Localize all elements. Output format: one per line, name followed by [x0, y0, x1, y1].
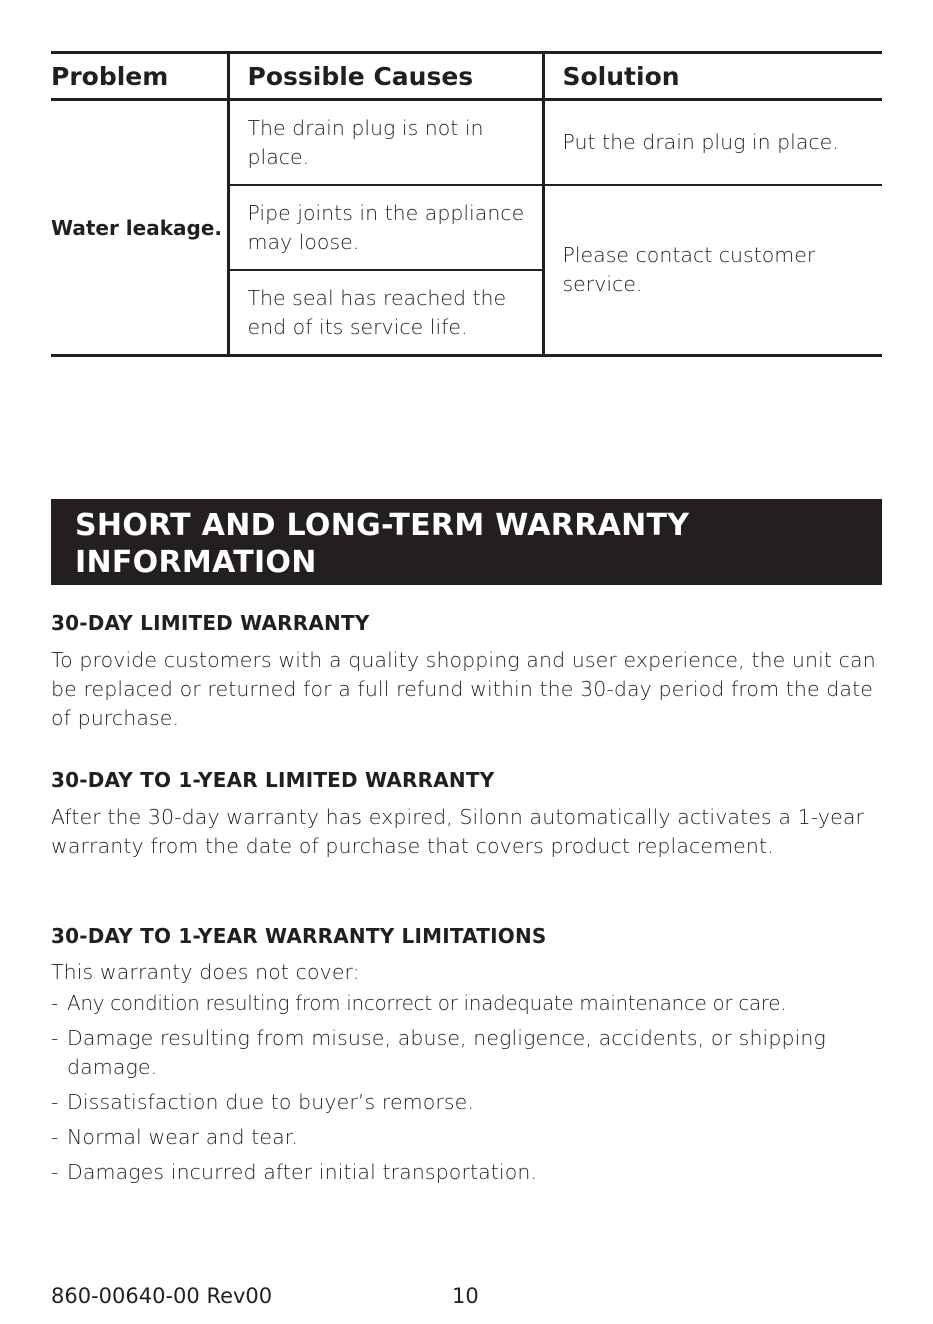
list-item [51, 1024, 891, 1082]
list-item-text: Damage resulting from misuse, abuse, negligence, accidents, or shipping damage. [67, 1026, 826, 1079]
solution-cell: Put the drain plug in place. [543, 100, 882, 186]
warranty-section-30-day [51, 610, 891, 733]
warranty-section-1-year [51, 767, 891, 861]
troubleshooting-table [51, 51, 882, 357]
table-row [51, 100, 882, 186]
section-heading: 30-DAY TO 1-YEAR WARRANTY LIMITATIONS [51, 924, 547, 948]
warranty-banner [51, 499, 882, 585]
solution-cell: Please contact customer service. [543, 185, 882, 356]
header-solution: Solution [543, 53, 882, 100]
table-header-row [51, 53, 882, 100]
list-item [51, 1123, 891, 1152]
list-item [51, 1088, 891, 1117]
cause-cell: Pipe joints in the appliance may loose. [228, 185, 543, 270]
document-number: 860-00640-00 Rev00 [51, 1284, 273, 1308]
section-body: After the 30-day warranty has expired, Silonn automatically activates a 1-year warranty from the date of purchase that covers product replacement. [51, 805, 865, 858]
warranty-banner-title: SHORT AND LONG-TERM WARRANTY INFORMATION [75, 508, 690, 580]
list-item-text: Normal wear and tear. [67, 1125, 299, 1149]
list-item [51, 989, 891, 1018]
list-item-text: Damages incurred after initial transportation. [67, 1160, 538, 1184]
section-body: To provide customers with a quality shopping and user experience, the unit can be replaced or returned for a full refund within the 30-day period from the date of purchase. [51, 648, 876, 730]
section-heading: 30-DAY TO 1-YEAR LIMITED WARRANTY [51, 768, 495, 792]
list-item-text: Any condition resulting from incorrect or inadequate maintenance or care. [67, 991, 787, 1015]
list-item-text: Dissatisfaction due to buyer’s remorse. [67, 1090, 475, 1114]
bullet-dash: - [51, 991, 58, 1015]
bullet-dash: - [51, 1026, 59, 1050]
header-possible-causes: Possible Causes [228, 53, 543, 100]
section-heading: 30-DAY LIMITED WARRANTY [51, 611, 370, 635]
problem-cell: Water leakage. [51, 100, 228, 356]
limitations-list [51, 989, 891, 1187]
cause-cell: The seal has reached the end of its service life. [228, 270, 543, 356]
list-item [51, 1158, 891, 1187]
bullet-dash: - [51, 1160, 59, 1184]
warranty-section-limitations [51, 923, 891, 1193]
bullet-dash: - [51, 1125, 59, 1149]
cause-cell: The drain plug is not in place. [228, 100, 543, 186]
limitations-intro: This warranty does not cover: [51, 960, 360, 984]
header-problem: Problem [51, 53, 228, 100]
bullet-dash: - [51, 1090, 59, 1114]
page-number: 10 [452, 1284, 479, 1308]
